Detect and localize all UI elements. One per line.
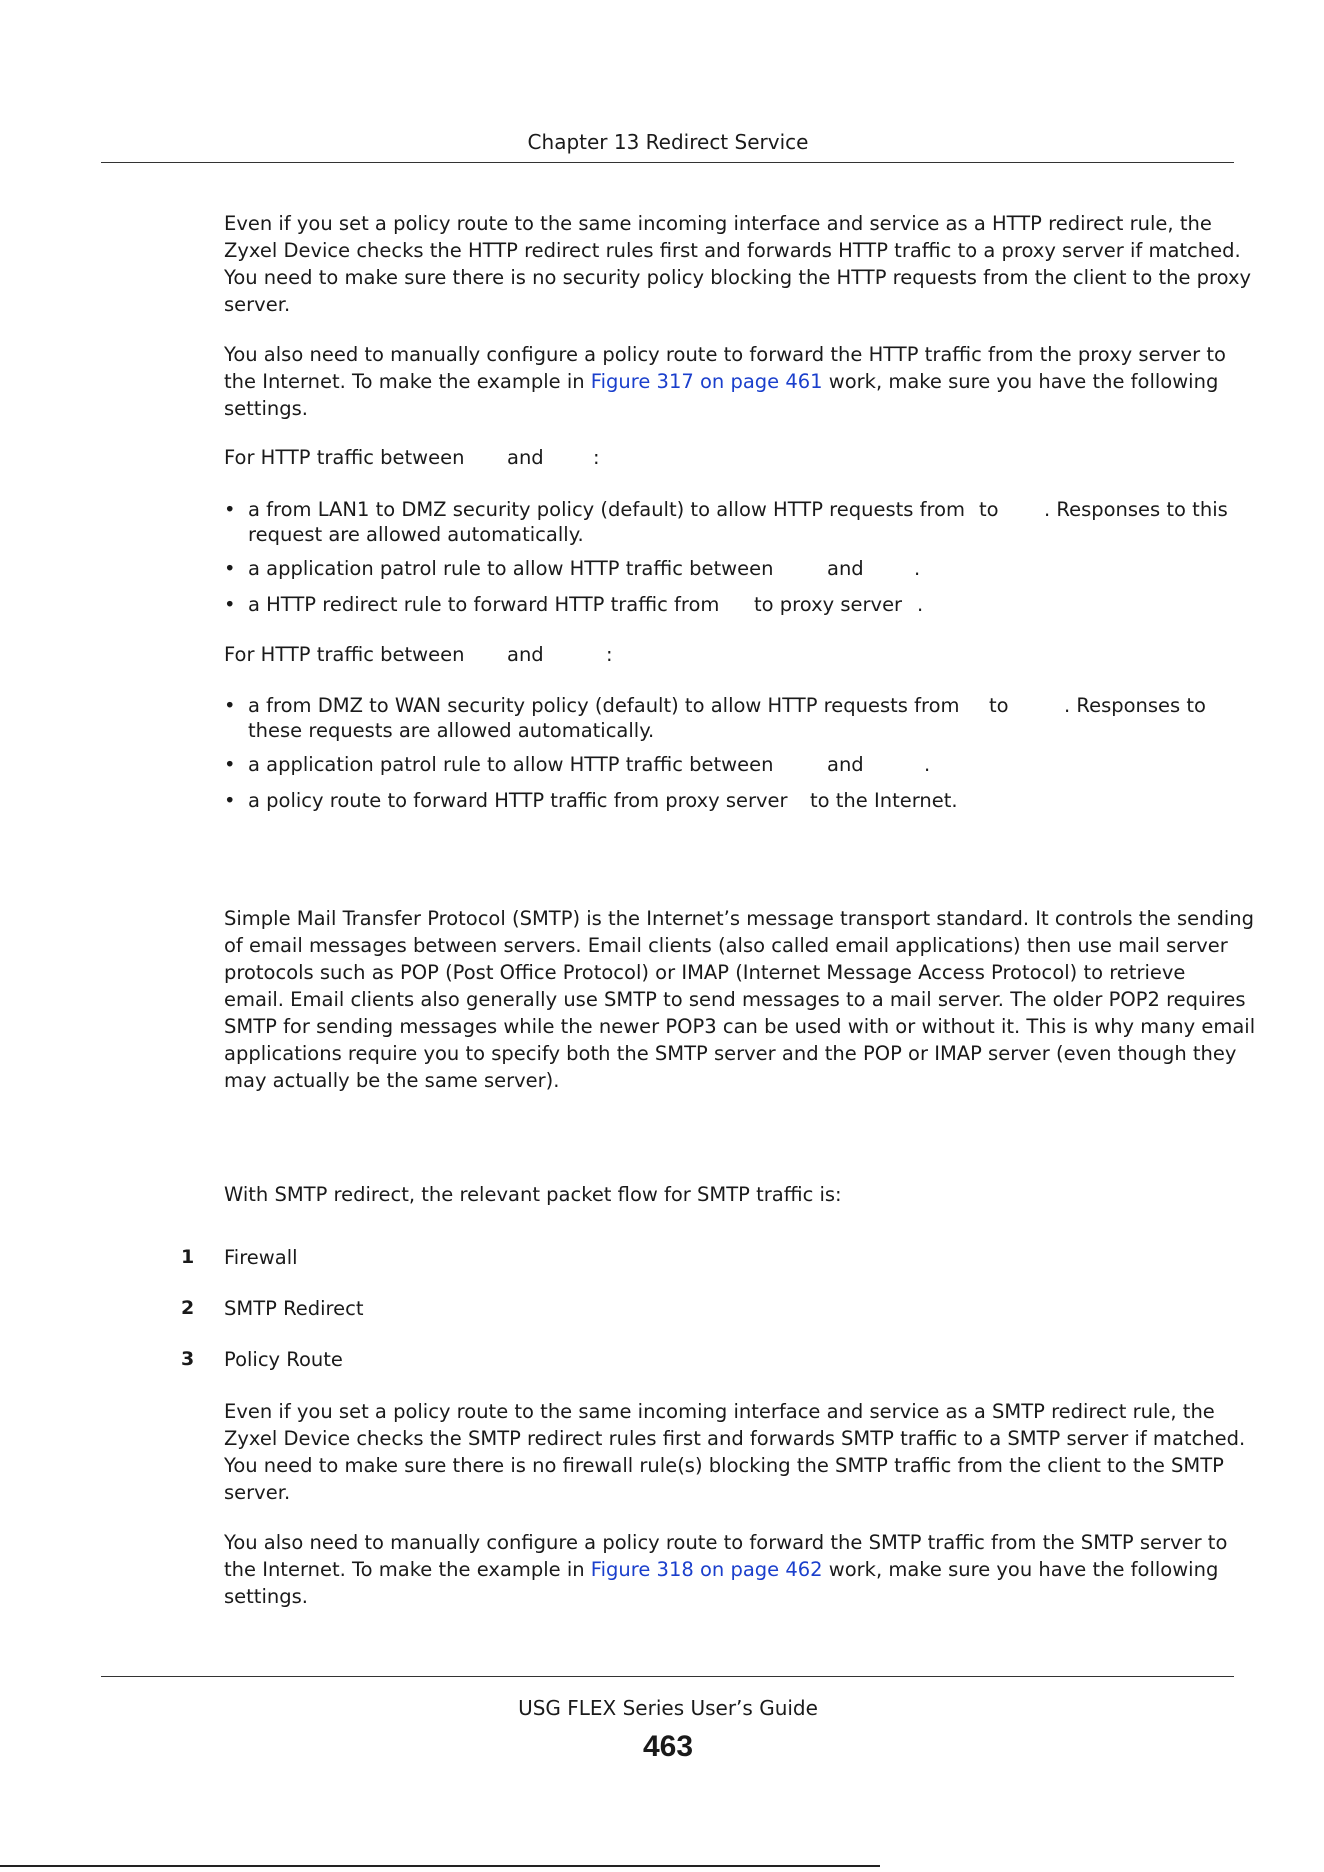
heading-text: For HTTP traffic between [224,446,465,469]
guide-title: USG FLEX Series User’s Guide [518,1696,818,1720]
text-line: applications require you to specify both the SMTP server and the POP or IMAP server (even though they [224,1042,1237,1065]
text-line: Zyxel Device checks the SMTP redirect rules first and forwards SMTP traffic to a SMTP server if matched. [224,1427,1246,1450]
http-redirect-note-paragraph [224,210,1252,318]
figure-317-link[interactable]: Figure 317 on page 461 [590,370,823,393]
step-number: 1 [181,1246,195,1268]
bullet-text-continued: request are allowed automatically. [248,523,584,546]
page-number: 463 [642,1730,694,1763]
bullet-text: a application patrol rule to allow HTTP traffic between [248,753,774,776]
bullet-text: a policy route to forward HTTP traffic from proxy server [248,789,788,812]
text-line: Even if you set a policy route to the same incoming interface and service as a HTTP redirect rule, the [224,212,1212,235]
smtp-description-paragraph [224,905,1256,1094]
bullet-dot: • [224,789,236,812]
bullet-text-to: to [989,694,1009,717]
bullet-text-and: and [827,557,864,580]
text-fragment: work, make sure you have the following [822,370,1219,393]
text-line: server. [224,293,291,316]
bullet-dot: • [224,753,236,776]
bullet-text: a application patrol rule to allow HTTP traffic between [248,557,774,580]
smtp-redirect-note-paragraph [224,1398,1246,1506]
bullet-text-to: to [979,498,999,521]
bullet-text-tail: to the Internet. [810,789,958,812]
bullet-text-and: and [827,753,864,776]
text-line: You need to make sure there is no security policy blocking the HTTP requests from the client to the proxy [224,266,1252,289]
text-line: You need to make sure there is no firewall rule(s) blocking the SMTP traffic from the client to the SMTP [224,1454,1224,1477]
smtp-flow-intro: With SMTP redirect, the relevant packet flow for SMTP traffic is: [224,1183,842,1206]
bullet-text-dot: . [914,557,921,580]
list-item [224,591,1239,618]
list-item [224,787,1239,814]
list-item [224,692,1239,748]
bullet-dot: • [224,498,236,521]
step-label-firewall: Firewall [224,1246,298,1269]
bullet-text: a HTTP redirect rule to forward HTTP traffic from [248,593,720,616]
text-line: server. [224,1481,291,1504]
bullet-dot: • [224,557,236,580]
bullet-text-tail: . Responses to [1064,694,1206,717]
text-line: Even if you set a policy route to the same incoming interface and service as a SMTP redirect rule, the [224,1400,1215,1423]
text-line: of email messages between servers. Email clients (also called email applications) then use mail server [224,934,1228,957]
bullet-text: a from LAN1 to DMZ security policy (default) to allow HTTP requests from [248,498,966,521]
step-label-policy-route: Policy Route [224,1348,343,1371]
heading-colon: : [593,446,600,469]
text-line: Simple Mail Transfer Protocol (SMTP) is the Internet’s message transport standard. It controls the sending [224,907,1255,930]
bullet-text: a from DMZ to WAN security policy (default) to allow HTTP requests from [248,694,960,717]
bottom-border [0,1865,880,1867]
policy-route-paragraph [224,341,1239,422]
bullet-dot: • [224,694,236,717]
bullet-dot: • [224,593,236,616]
heading-colon: : [606,643,613,666]
text-line: may actually be the same server). [224,1069,560,1092]
text-line: SMTP for sending messages while the newer POP3 can be used with or without it. This is why many email [224,1015,1256,1038]
list-item [224,555,1239,582]
text-line: Zyxel Device checks the HTTP redirect rules first and forwards HTTP traffic to a proxy server if matched. [224,239,1241,262]
chapter-header: Chapter 13 Redirect Service [527,130,809,154]
step-label-smtp-redirect: SMTP Redirect [224,1297,364,1320]
text-line: settings. [224,1585,308,1608]
bullet-text-dot: . [924,753,931,776]
step-number: 3 [181,1348,195,1370]
bullet-text-continued: these requests are allowed automatically. [248,719,655,742]
header-divider [101,162,1234,163]
step-number: 2 [181,1297,195,1319]
bullet-text-dot: . [917,593,924,616]
text-fragment: the Internet. To make the example in [224,370,591,393]
bullet-text-mid: to proxy server [754,593,903,616]
figure-318-link[interactable]: Figure 318 on page 462 [590,1558,823,1581]
text-fragment: work, make sure you have the following [822,1558,1219,1581]
text-line [224,368,1239,395]
heading-and: and [507,446,544,469]
text-line: email. Email clients also generally use SMTP to send messages to a mail server. The older POP2 requires [224,988,1246,1011]
text-line: You also need to manually configure a policy route to forward the SMTP traffic from the SMTP server to [224,1531,1228,1554]
smtp-policy-route-paragraph [224,1529,1239,1610]
text-line: settings. [224,397,308,420]
bullet-text-tail: . Responses to this [1044,498,1228,521]
text-line [224,1556,1239,1583]
text-line: You also need to manually configure a policy route to forward the HTTP traffic from the proxy server to [224,343,1226,366]
heading-and: and [507,643,544,666]
text-line: protocols such as POP (Post Office Protocol) or IMAP (Internet Message Access Protocol) to retrieve [224,961,1186,984]
list-item [224,751,1239,778]
heading-text: For HTTP traffic between [224,643,465,666]
list-item [224,496,1239,552]
text-fragment: the Internet. To make the example in [224,1558,591,1581]
footer-divider [101,1676,1234,1677]
